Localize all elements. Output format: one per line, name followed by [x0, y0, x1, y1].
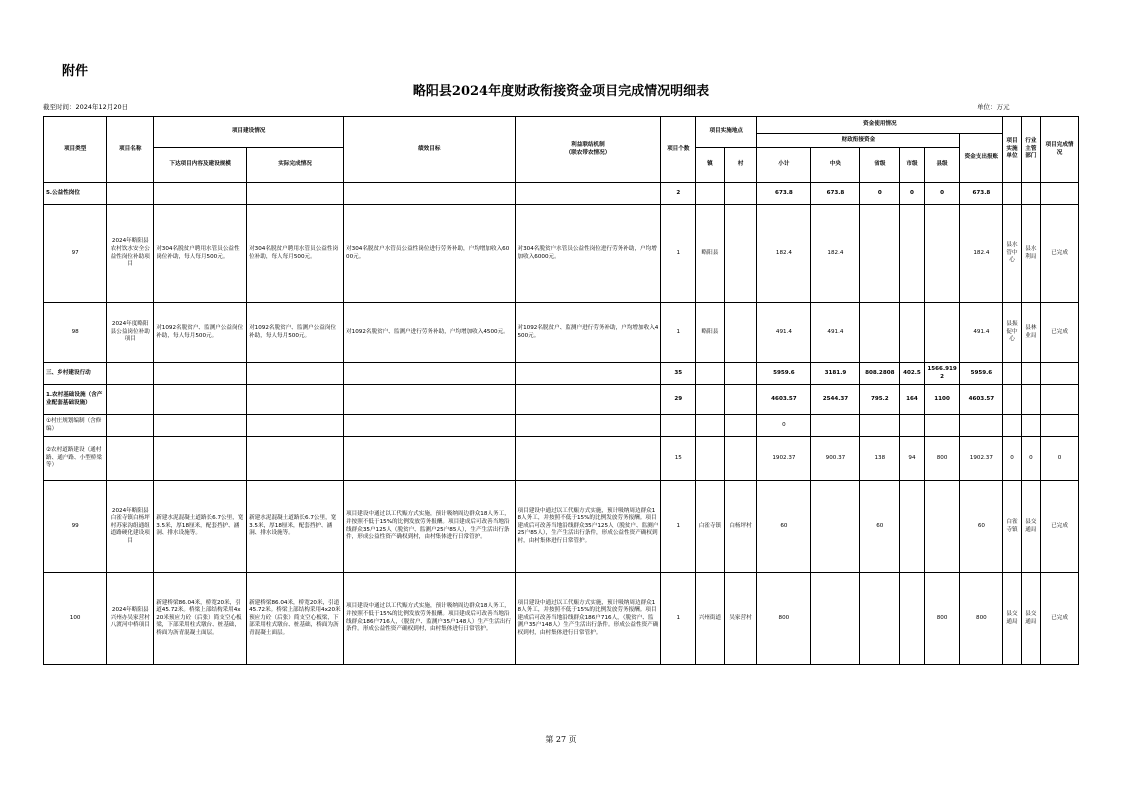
- header-city: 市级: [900, 148, 924, 183]
- cell-county: 1566.9192: [924, 363, 960, 385]
- cell-count: [661, 415, 696, 437]
- header-type: 项目类型: [44, 117, 107, 183]
- cell-type: 三、乡村建设行动: [44, 363, 107, 385]
- cell-plan: [154, 385, 247, 415]
- header-dept: 行业主管部门: [1021, 117, 1040, 183]
- cell-impl-unit: 0: [1003, 437, 1021, 481]
- cell-name: 2024年度略阳县公益岗位补助项目: [107, 303, 154, 363]
- cell-dept: [1021, 415, 1040, 437]
- cell-plan: 对304名脱贫户聘用水管员公益性岗位补助，每人每月500元。: [154, 205, 247, 303]
- cell-actual: [247, 437, 344, 481]
- cell-county: [924, 205, 960, 303]
- cell-village: [724, 205, 757, 303]
- cell-village: [724, 415, 757, 437]
- cell-expenditure: 673.8: [960, 183, 1003, 205]
- page-title: 略阳县2024年度财政衔接资金项目完成情况明细表: [412, 84, 710, 99]
- cell-subtotal: 60: [757, 481, 811, 573]
- cell-city: 94: [900, 437, 924, 481]
- cell-actual: 新建水泥混凝土道路长6.7公里，宽3.5米，厚18厘米，配套挡护、涵洞、排水设施等。: [247, 481, 344, 573]
- header-central: 中央: [811, 148, 860, 183]
- cell-name: 2024年略阳县兴州办吴家营村八渡河中桥项目: [107, 573, 154, 665]
- cell-town: 略阳县: [696, 303, 725, 363]
- cell-interest: [515, 415, 661, 437]
- cell-interest: [515, 437, 661, 481]
- cell-city: [900, 303, 924, 363]
- cell-city: [900, 205, 924, 303]
- cell-central: 182.4: [811, 205, 860, 303]
- cell-status: [1041, 363, 1079, 385]
- cell-interest: [515, 363, 661, 385]
- cell-expenditure: 5959.6: [960, 363, 1003, 385]
- cell-plan: 新建水泥混凝土道路长6.7公里，宽3.5米，厚18厘米，配套挡护、涵洞、排水设施等。: [154, 481, 247, 573]
- header-completion: 项目完成情况: [1041, 117, 1079, 183]
- cell-provincial: [860, 303, 900, 363]
- cell-count: 1: [661, 573, 696, 665]
- cell-dept: 县水利局: [1021, 205, 1040, 303]
- cell-county: 800: [924, 573, 960, 665]
- cell-expenditure: 1902.37: [960, 437, 1003, 481]
- cell-expenditure: 491.4: [960, 303, 1003, 363]
- cell-provincial: [860, 205, 900, 303]
- cell-subtotal: 182.4: [757, 205, 811, 303]
- cell-central: 2544.37: [811, 385, 860, 415]
- cell-provincial: 138: [860, 437, 900, 481]
- cell-count: 35: [661, 363, 696, 385]
- cell-status: 已完成: [1041, 573, 1079, 665]
- cell-performance: [344, 183, 515, 205]
- cell-provincial: 795.2: [860, 385, 900, 415]
- cell-county: [924, 415, 960, 437]
- cell-plan: 新建桥梁86.04米，桥宽20米，引道45.72米。桥梁上部结构采用4x20米预应力砼（后张）简支空心板梁，下部采用柱式墩台、桩基础，桥面为沥青混凝土面层。: [154, 573, 247, 665]
- cell-performance: 对1092名脱贫户、监测户进行劳务补助，户均增加收入4500元。: [344, 303, 515, 363]
- cell-dept: 县交通局: [1021, 573, 1040, 665]
- header-interest: 利益联结机制 （联农带农情况）: [515, 117, 661, 183]
- cell-plan: 对1092名脱贫户、监测户公益岗位补助，每人每月500元。: [154, 303, 247, 363]
- table-row: [44, 385, 1079, 415]
- unit-label: 单位：万元: [977, 103, 1010, 111]
- cell-type: ①村庄规划编制（含修编）: [44, 415, 107, 437]
- cell-village: [724, 183, 757, 205]
- cell-type: 5.公益性岗位: [44, 183, 107, 205]
- cell-city: 164: [900, 385, 924, 415]
- cell-plan: [154, 183, 247, 205]
- cell-provincial: [860, 415, 900, 437]
- table-row: [44, 573, 1079, 665]
- header-performance: 绩效目标: [344, 117, 515, 183]
- cell-central: 491.4: [811, 303, 860, 363]
- header-subtotal: 小计: [757, 148, 811, 183]
- cell-town: [696, 437, 725, 481]
- cell-provincial: 0: [860, 183, 900, 205]
- cell-actual: 对1092名脱贫户、监测户公益岗位补助，每人每月500元。: [247, 303, 344, 363]
- cell-performance: 对304名脱贫户水管员公益性岗位进行劳务补助，户均增加收入6000元。: [344, 205, 515, 303]
- header-town: 镇: [696, 148, 725, 183]
- cell-actual: 对304名脱贫户聘用水管员公益性岗位补助，每人每月500元。: [247, 205, 344, 303]
- project-table: [43, 116, 1079, 665]
- cell-provincial: [860, 573, 900, 665]
- cell-name: [107, 437, 154, 481]
- cell-plan: [154, 363, 247, 385]
- header-expenditure: 资金支出报账: [960, 134, 1003, 183]
- cell-village: [724, 363, 757, 385]
- table-row: [44, 363, 1079, 385]
- cell-county: [924, 303, 960, 363]
- cell-expenditure: 60: [960, 481, 1003, 573]
- table-row: [44, 437, 1079, 481]
- cell-provincial: 60: [860, 481, 900, 573]
- cell-actual: [247, 415, 344, 437]
- header-construction: 项目建设情况: [154, 117, 344, 148]
- cell-count: 2: [661, 183, 696, 205]
- cell-town: [696, 363, 725, 385]
- cell-name: [107, 385, 154, 415]
- table-row: [44, 481, 1079, 573]
- cell-type: 1.农村基础设施（含产业配套基础设施）: [44, 385, 107, 415]
- table-row: [44, 205, 1079, 303]
- cell-plan: [154, 415, 247, 437]
- cell-village: [724, 385, 757, 415]
- cell-impl-unit: [1003, 415, 1021, 437]
- cell-actual: [247, 363, 344, 385]
- cell-name: [107, 363, 154, 385]
- cell-status: [1041, 183, 1079, 205]
- cell-subtotal: 5959.6: [757, 363, 811, 385]
- page-number: 第 27 页: [545, 735, 577, 744]
- header-fiscal: 财政衔接资金: [757, 134, 960, 148]
- cell-dept: [1021, 183, 1040, 205]
- cell-expenditure: 800: [960, 573, 1003, 665]
- cell-interest: 对304名脱贫户水管员公益性岗位进行劳务补助，户均增加收入6000元。: [515, 205, 661, 303]
- cell-interest: 对1092名脱贫户、监测户进行劳务补助，户均增加收入4500元。: [515, 303, 661, 363]
- table-row: [44, 415, 1079, 437]
- cell-county: 800: [924, 437, 960, 481]
- cell-status: 已完成: [1041, 205, 1079, 303]
- cell-dept: [1021, 363, 1040, 385]
- cell-performance: 项目建设中通过以工代赈方式实施，预计吸纳周边群众18人务工，并按照不低于15%的比例发放劳务报酬。项目建成后可改善当地沿线群众35户125人（脱贫户、监测户25户85人），生产生活出行条件，形成公益性资产确权到村，由村集体进行日常管护。: [344, 481, 515, 573]
- cell-type: 98: [44, 303, 107, 363]
- cell-type: 97: [44, 205, 107, 303]
- cell-central: 900.37: [811, 437, 860, 481]
- cell-subtotal: 1902.37: [757, 437, 811, 481]
- cell-type: 100: [44, 573, 107, 665]
- cell-city: 402.5: [900, 363, 924, 385]
- table-row: [44, 183, 1079, 205]
- cell-city: [900, 481, 924, 573]
- table-row: [44, 303, 1079, 363]
- cell-impl-unit: 县振促中心: [1003, 303, 1021, 363]
- header-actual: 实际完成情况: [247, 148, 344, 183]
- cell-count: 1: [661, 481, 696, 573]
- cell-town: [696, 385, 725, 415]
- header-planned-content: 下达项目内容及建设规模: [154, 148, 247, 183]
- cell-impl-unit: [1003, 363, 1021, 385]
- cell-dept: 0: [1021, 437, 1040, 481]
- cell-city: [900, 573, 924, 665]
- cell-central: 3181.9: [811, 363, 860, 385]
- cell-impl-unit: [1003, 385, 1021, 415]
- cell-impl-unit: [1003, 183, 1021, 205]
- cell-performance: [344, 363, 515, 385]
- cell-village: 吴家营村: [724, 573, 757, 665]
- cell-status: [1041, 385, 1079, 415]
- cell-city: 0: [900, 183, 924, 205]
- cell-town: 兴州街道: [696, 573, 725, 665]
- cell-county: 1100: [924, 385, 960, 415]
- cell-plan: [154, 437, 247, 481]
- cell-impl-unit: 县水管中心: [1003, 205, 1021, 303]
- cell-dept: 县交通局: [1021, 481, 1040, 573]
- cell-actual: 新建桥梁86.04米，桥宽20米，引道45.72米。桥梁上部结构采用4x20米预应力砼（后张）简支空心板梁，下部采用柱式墩台、桩基础，桥面为沥青混凝土面层。: [247, 573, 344, 665]
- cell-name: [107, 415, 154, 437]
- cell-count: 1: [661, 303, 696, 363]
- cutoff-date: 截至时间：2024年12月20日: [43, 103, 129, 111]
- cell-impl-unit: 白雀寺镇: [1003, 481, 1021, 573]
- cell-name: 2024年略阳县农村饮水安全公益性岗位补助项目: [107, 205, 154, 303]
- cell-status: [1041, 415, 1079, 437]
- cell-village: [724, 303, 757, 363]
- cell-county: [924, 481, 960, 573]
- cell-count: 1: [661, 205, 696, 303]
- header-village: 村: [724, 148, 757, 183]
- cell-central: [811, 573, 860, 665]
- header-location: 项目实施地点: [696, 117, 757, 148]
- cell-type: 99: [44, 481, 107, 573]
- cell-interest: [515, 385, 661, 415]
- cell-dept: 县林业局: [1021, 303, 1040, 363]
- cell-performance: [344, 415, 515, 437]
- cell-actual: [247, 183, 344, 205]
- cell-provincial: 808.2808: [860, 363, 900, 385]
- cell-village: 白杨坪村: [724, 481, 757, 573]
- cell-type: ②农村道路建设（通村路、通户路、小型桥梁等）: [44, 437, 107, 481]
- cell-expenditure: 4603.57: [960, 385, 1003, 415]
- cell-actual: [247, 385, 344, 415]
- cell-central: [811, 481, 860, 573]
- cell-village: [724, 437, 757, 481]
- cell-subtotal: 800: [757, 573, 811, 665]
- cell-performance: [344, 385, 515, 415]
- cell-town: 白雀寺镇: [696, 481, 725, 573]
- cell-expenditure: 182.4: [960, 205, 1003, 303]
- cell-status: 0: [1041, 437, 1079, 481]
- cell-city: [900, 415, 924, 437]
- header-funding: 资金使用情况: [757, 117, 1003, 134]
- cell-subtotal: 0: [757, 415, 811, 437]
- cell-subtotal: 491.4: [757, 303, 811, 363]
- header-count: 项目个数: [661, 117, 696, 183]
- cell-interest: 项目建设中通过以工代赈方式实施，预计吸纳周边群众18人务工，并按照不低于15%的比例发放劳务报酬。项目建成后可改善当地沿线群众186户716人，（脱贫户、监测户35户148人）生产生活出行条件。形成公益性资产确权到村，由村集体进行日常管护。: [515, 573, 661, 665]
- cell-dept: [1021, 385, 1040, 415]
- cell-central: [811, 415, 860, 437]
- cell-count: 29: [661, 385, 696, 415]
- cell-expenditure: [960, 415, 1003, 437]
- cell-county: 0: [924, 183, 960, 205]
- cell-impl-unit: 县交通局: [1003, 573, 1021, 665]
- cell-town: 略阳县: [696, 205, 725, 303]
- cell-count: 15: [661, 437, 696, 481]
- cell-status: 已完成: [1041, 481, 1079, 573]
- cell-town: [696, 415, 725, 437]
- header-name: 项目名称: [107, 117, 154, 183]
- cell-performance: [344, 437, 515, 481]
- cell-status: 已完成: [1041, 303, 1079, 363]
- cell-subtotal: 673.8: [757, 183, 811, 205]
- cell-town: [696, 183, 725, 205]
- cell-central: 673.8: [811, 183, 860, 205]
- header-county: 县级: [924, 148, 960, 183]
- cell-name: 2024年略阳县白雀寺镇白杨坪村苏家沟组通组道路硬化建设项目: [107, 481, 154, 573]
- header-impl-unit: 项目实施单位: [1003, 117, 1021, 183]
- cell-performance: 项目建设中通过以工代赈方式实施，预计吸纳周边群众18人务工，并按照不低于15%的比例发放劳务报酬。项目建成后可改善当地沿线群众186户716人，（脱贫户、监测户35户148人）生产生活出行条件。形成公益性资产确权到村，由村集体进行日常管护。: [344, 573, 515, 665]
- cell-subtotal: 4603.57: [757, 385, 811, 415]
- cell-interest: 项目建设中通过以工代赈方式实施，预计吸纳周边群众18人务工，并按照不低于15%的比例发放劳务报酬。项目建成后可改善当地沿线群众35户125人（脱贫户、监测户25户85人），生产生活出行条件，形成公益性资产确权到村，由村集体进行日常管护。: [515, 481, 661, 573]
- cell-interest: [515, 183, 661, 205]
- annex-label: 附件: [62, 64, 89, 79]
- header-provincial: 省级: [860, 148, 900, 183]
- cell-name: [107, 183, 154, 205]
